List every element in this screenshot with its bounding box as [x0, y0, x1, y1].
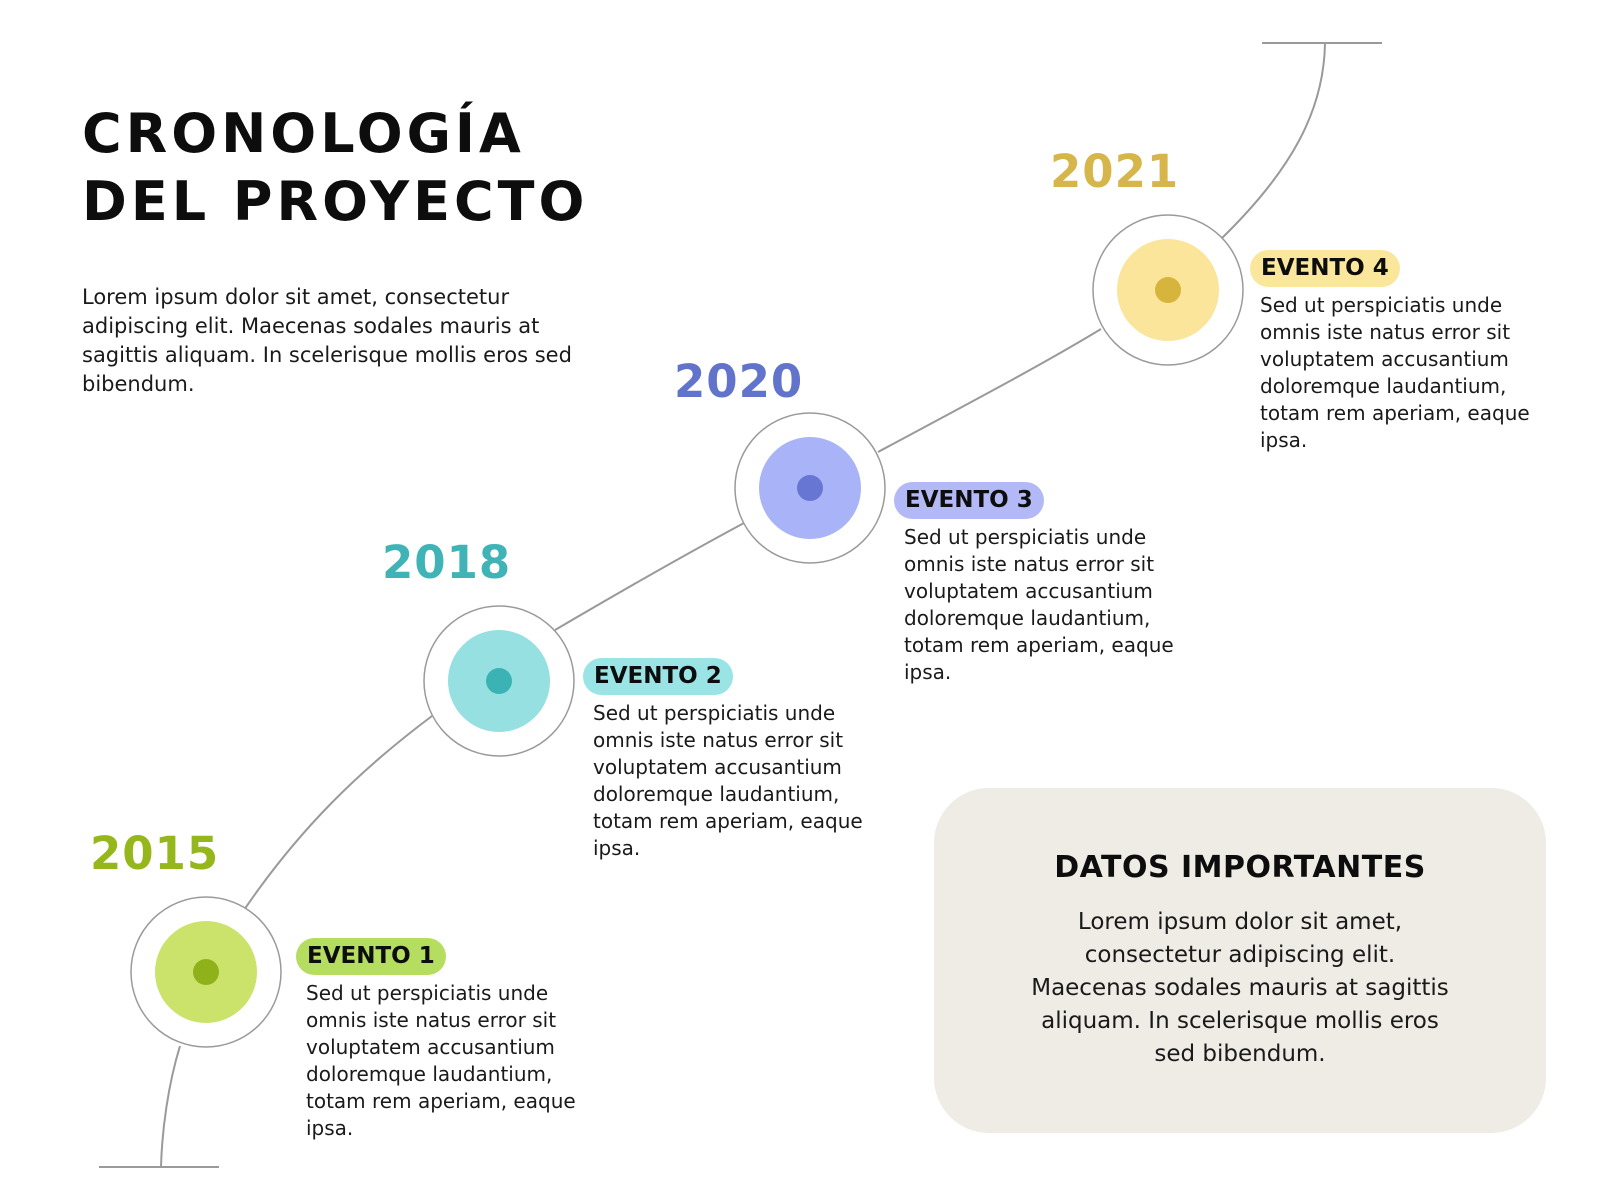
- year-label-2020: 2020: [674, 355, 804, 408]
- year-label-2018: 2018: [382, 536, 512, 589]
- page-title-line-1: CRONOLOGÍA: [82, 102, 525, 165]
- year-label-2015: 2015: [90, 827, 220, 880]
- event-description-3: Sed ut perspiciatis unde omnis iste natus error sit voluptatem accusantium doloremque laudantium, totam rem aperiam, eaque ipsa.: [904, 525, 1174, 684]
- event-badge-2: EVENTO 2: [583, 658, 733, 695]
- event-badge-3: EVENTO 3: [894, 482, 1044, 519]
- event-node-2: [424, 606, 574, 756]
- event-block-4: [1250, 250, 1550, 454]
- timeline-connector-2-3: [555, 523, 744, 630]
- event-node-1: [131, 897, 281, 1047]
- event-node-3: [735, 413, 885, 563]
- node-dot: [797, 475, 823, 501]
- event-description-2: Sed ut perspiciatis unde omnis iste natus error sit voluptatem accusantium doloremque laudantium, totam rem aperiam, eaque ipsa.: [593, 701, 863, 860]
- event-description-4: Sed ut perspiciatis unde omnis iste natus error sit voluptatem accusantium doloremque laudantium, totam rem aperiam, eaque ipsa.: [1260, 293, 1530, 452]
- event-badge-4: EVENTO 4: [1250, 250, 1400, 287]
- page-title: [82, 100, 588, 236]
- node-dot: [193, 959, 219, 985]
- event-block-3: [894, 482, 1194, 686]
- highlights-text: Lorem ipsum dolor sit amet, consectetur adipiscing elit. Maecenas sodales mauris at sagittis aliquam. In scelerisque mollis eros sed bibendum.: [1031, 909, 1449, 1067]
- event-block-1: [296, 938, 596, 1142]
- intro-paragraph: Lorem ipsum dolor sit amet, consectetur adipiscing elit. Maecenas sodales mauris at sagittis aliquam. In scelerisque mollis eros sed bibendum.: [82, 285, 572, 396]
- timeline-connector-3-4: [878, 329, 1101, 452]
- highlights-card: [934, 788, 1546, 1133]
- event-badge-1: EVENTO 1: [296, 938, 446, 975]
- node-dot: [486, 668, 512, 694]
- highlights-title: DATOS IMPORTANTES: [1054, 850, 1426, 885]
- year-label-2021: 2021: [1050, 145, 1180, 198]
- timeline-connector-bottom: [161, 1046, 180, 1167]
- node-dot: [1155, 277, 1181, 303]
- page-title-line-2: DEL PROYECTO: [82, 170, 589, 233]
- timeline-connector-1-2: [244, 716, 432, 910]
- event-block-2: [583, 658, 883, 862]
- event-description-1: Sed ut perspiciatis unde omnis iste natus error sit voluptatem accusantium doloremque laudantium, totam rem aperiam, eaque ipsa.: [306, 981, 576, 1140]
- event-node-4: [1093, 215, 1243, 365]
- timeline-connector-top: [1221, 43, 1325, 239]
